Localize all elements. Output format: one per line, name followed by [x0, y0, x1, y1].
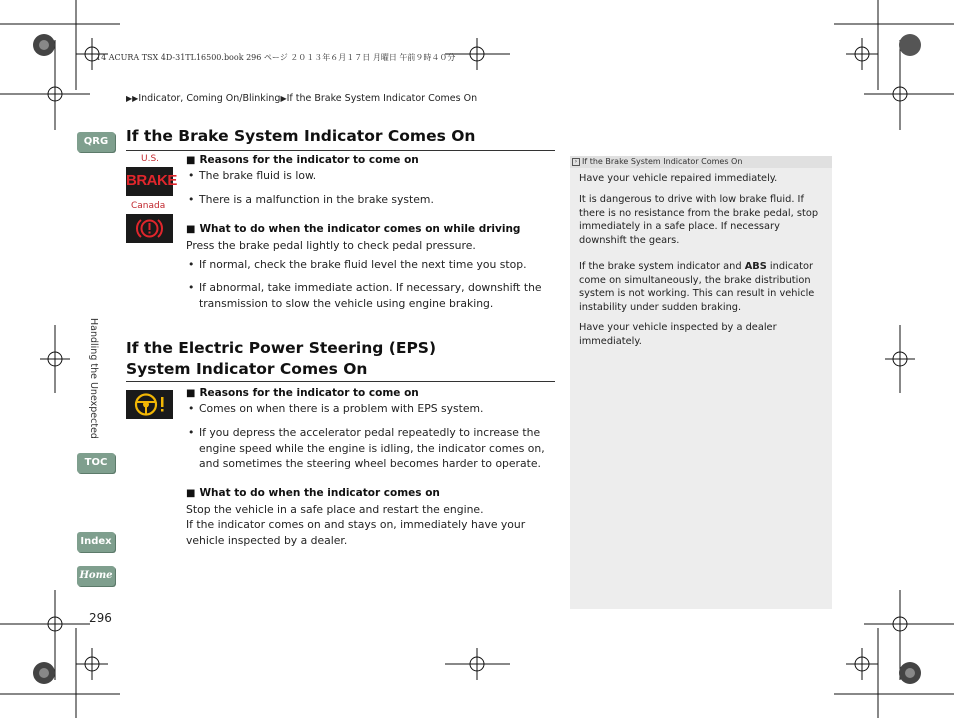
section-divider [126, 150, 555, 151]
note-icon: › [572, 158, 580, 166]
toc-button[interactable]: TOC [77, 453, 115, 473]
region-label-us: U.S. [141, 154, 160, 164]
qrg-button[interactable]: QRG [77, 132, 115, 152]
eps-todo-line2: If the indicator comes on and stays on, immediately have your vehicle inspected by a dealer. [186, 518, 526, 547]
list-item: • The brake fluid is low. [186, 168, 558, 184]
brake-driving-heading: ■ What to do when the indicator comes on while driving [186, 223, 521, 235]
sidebar-paragraph-3: If the brake system indicator and ABS indicator come on simultaneously, the brake distribution system is not working. This can result in vehicle instability under sudden braking. [579, 261, 815, 313]
brake-warning-circle-icon [126, 214, 173, 243]
index-button[interactable]: Index [77, 532, 115, 552]
chapter-name: Handling the Unexpected [88, 318, 99, 439]
eps-title-line2: System Indicator Comes On [126, 360, 368, 378]
list-item: • There is a malfunction in the brake system. [186, 192, 558, 208]
breadcrumb-level2: If the Brake System Indicator Comes On [286, 93, 478, 104]
brake-indicator-canada-icon [126, 214, 173, 243]
eps-title-line1: If the Electric Power Steering (EPS) [126, 339, 437, 357]
home-button[interactable]: Home [77, 566, 115, 586]
sidebar-paragraph-1: Have your vehicle repaired immediately. [579, 173, 778, 184]
region-label-canada: Canada [131, 201, 166, 211]
sidebar-paragraph-2: It is dangerous to drive with low brake fluid. If there is no resistance from the brake pedal, stop immediately in a safe place. If necessary downshift the gears. [579, 194, 819, 246]
eps-todo-heading: ■ What to do when the indicator comes on [186, 487, 440, 499]
breadcrumb-arrow-icon: ▶ [280, 94, 287, 103]
list-item: • If abnormal, take immediate action. If necessary, downshift the transmission to slow the vehicle using engine braking. [186, 280, 558, 311]
list-item: • If normal, check the brake fluid level the next time you stop. [186, 257, 558, 273]
steering-wheel-warning-icon [126, 390, 173, 419]
list-item: • If you depress the accelerator pedal repeatedly to increase the engine speed while the engine is idling, the indicator comes on, and sometimes the steering wheel becomes harder to operate. [186, 425, 558, 472]
print-header: 14 ACURA TSX 4D-31TL16500.book 296 ページ ２０１３年６月１７日 月曜日 午前９時４０分 [96, 53, 456, 62]
eps-reasons-heading: ■ Reasons for the indicator to come on [186, 387, 419, 399]
brake-indicator-us-icon [126, 167, 177, 196]
square-bullet-icon: ■ [186, 224, 196, 235]
list-item: • Comes on when there is a problem with EPS system. [186, 401, 558, 417]
side-chapter-label [88, 318, 108, 448]
brake-reasons-heading: ■ Reasons for the indicator to come on [186, 154, 419, 166]
eps-todo-line1: Stop the vehicle in a safe place and restart the engine. [186, 503, 484, 516]
eps-indicator-icon [126, 390, 173, 419]
breadcrumb-level1[interactable]: Indicator, Coming On/Blinking [138, 93, 281, 104]
breadcrumb [126, 93, 477, 104]
page-number: 296 [89, 611, 112, 625]
section-divider [126, 381, 555, 382]
sidebar-title: › If the Brake System Indicator Comes On [570, 156, 832, 168]
square-bullet-icon: ■ [186, 388, 196, 399]
brake-section-title: If the Brake System Indicator Comes On [126, 127, 476, 145]
brake-driving-intro: Press the brake pedal lightly to check pedal pressure. [186, 239, 476, 252]
brake-indicator-text: BRAKE [126, 172, 177, 189]
eps-section-title [126, 338, 436, 380]
square-bullet-icon: ■ [186, 155, 196, 166]
breadcrumb-arrow-icon: ▶▶ [126, 94, 139, 103]
sidebar-paragraph-4: Have your vehicle inspected by a dealer immediately. [579, 322, 777, 347]
square-bullet-icon: ■ [186, 488, 196, 499]
